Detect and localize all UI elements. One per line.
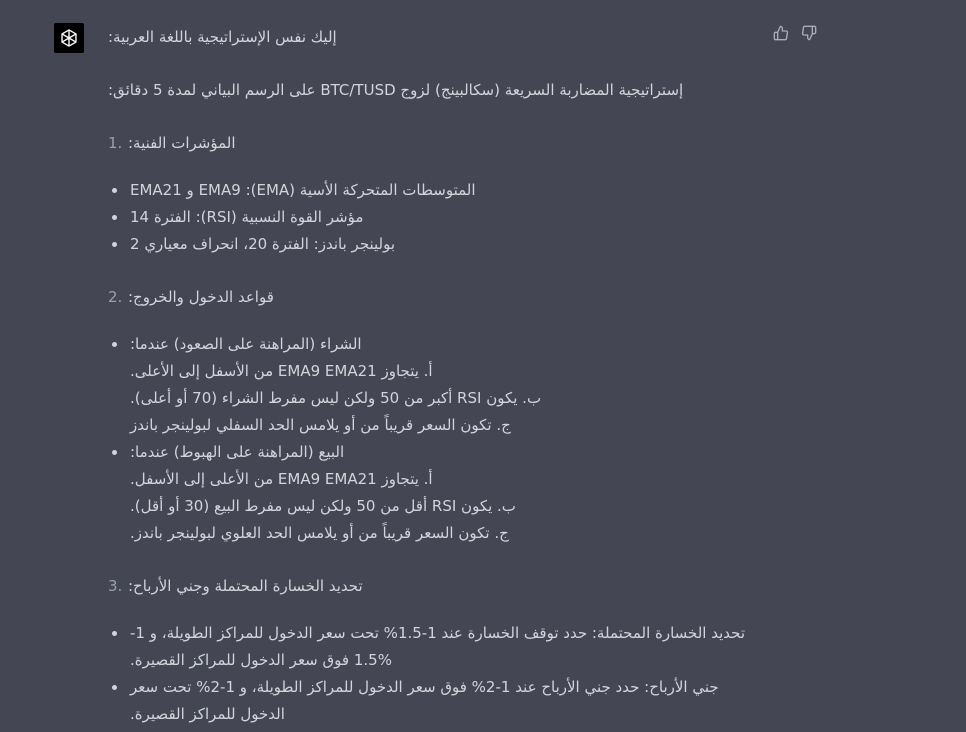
section-3-heading [108, 573, 768, 600]
openai-logo-icon [58, 27, 80, 49]
list-item-subtext: ب. يكون RSI أقل من 50 ولكن ليس مفرط البيع (30 أو أقل). [130, 497, 516, 515]
list-item [108, 177, 768, 204]
assistant-avatar [54, 23, 84, 53]
section-2-heading [108, 284, 768, 311]
list-item [108, 331, 768, 439]
list-item-subtext: ج. تكون السعر قريباً من أو يلامس الحد العلوي لبولينجر باندز. [130, 524, 509, 542]
list-item-subtext: أ. يتجاوز EMA9 EMA21 من الأعلى إلى الأسفل. [130, 470, 433, 488]
message-content [108, 24, 768, 728]
list-item [108, 204, 768, 231]
thumbs-up-icon [773, 25, 789, 41]
list-item-text: البيع (المراهنة على الهبوط) عندما: [130, 443, 345, 461]
list-item-subtext: ب. يكون RSI أكبر من 50 ولكن ليس مفرط الشراء (70 أو أعلى). [130, 389, 542, 407]
section-number: 2. [108, 288, 123, 306]
list-item-text: بولينجر باندز: الفترة 20، انحراف معياري 2 [130, 235, 396, 253]
section-title: قواعد الدخول والخروج: [128, 288, 274, 306]
section-number: 3. [108, 577, 123, 595]
list-item-subtext: ج. تكون السعر قريباً من أو يلامس الحد السفلي لبولينجر باندز [130, 416, 511, 434]
section-title: تحديد الخسارة المحتملة وجني الأرباح: [128, 577, 363, 595]
strategy-subtitle: إستراتيجية المضاربة السريعة (سكالبينج) لزوج BTC/TUSD على الرسم البياني لمدة 5 دقائق: [108, 81, 684, 99]
list-item-text: المتوسطات المتحركة الأسية (EMA): EMA9 و EMA21 [130, 181, 476, 199]
list-item-subtext: الدخول للمراكز القصيرة. [130, 705, 285, 723]
list-item-text: الشراء (المراهنة على الصعود) عندما: [130, 335, 362, 353]
thumbs-down-button[interactable] [800, 24, 818, 42]
thumbs-up-button[interactable] [772, 24, 790, 42]
list-item-text: تحديد الخسارة المحتملة: حدد توقف الخسارة عند 1-1.5% تحت سعر الدخول للمراكز الطويلة، و 1- [130, 624, 746, 642]
list-item [108, 620, 768, 674]
list-item-text: جني الأرباح: حدد جني الأرباح عند 1-2% فوق سعر الدخول للمراكز الطويلة، و 1-2% تحت سعر [130, 678, 719, 696]
list-item-subtext: أ. يتجاوز EMA9 EMA21 من الأسفل إلى الأعلى. [130, 362, 433, 380]
list-item [108, 231, 768, 258]
intro-text: إليك نفس الإستراتيجية باللغة العربية: [108, 28, 337, 46]
feedback-actions [772, 24, 818, 42]
list-item-subtext: 1.5% فوق سعر الدخول للمراكز القصيرة. [130, 651, 392, 669]
section-1-heading [108, 130, 768, 157]
section-number: 1. [108, 134, 123, 152]
list-item [108, 674, 768, 728]
list-item [108, 439, 768, 547]
section-title: المؤشرات الفنية: [128, 134, 236, 152]
thumbs-down-icon [801, 25, 817, 41]
list-item-text: مؤشر القوة النسبية (RSI): الفترة 14 [130, 208, 364, 226]
